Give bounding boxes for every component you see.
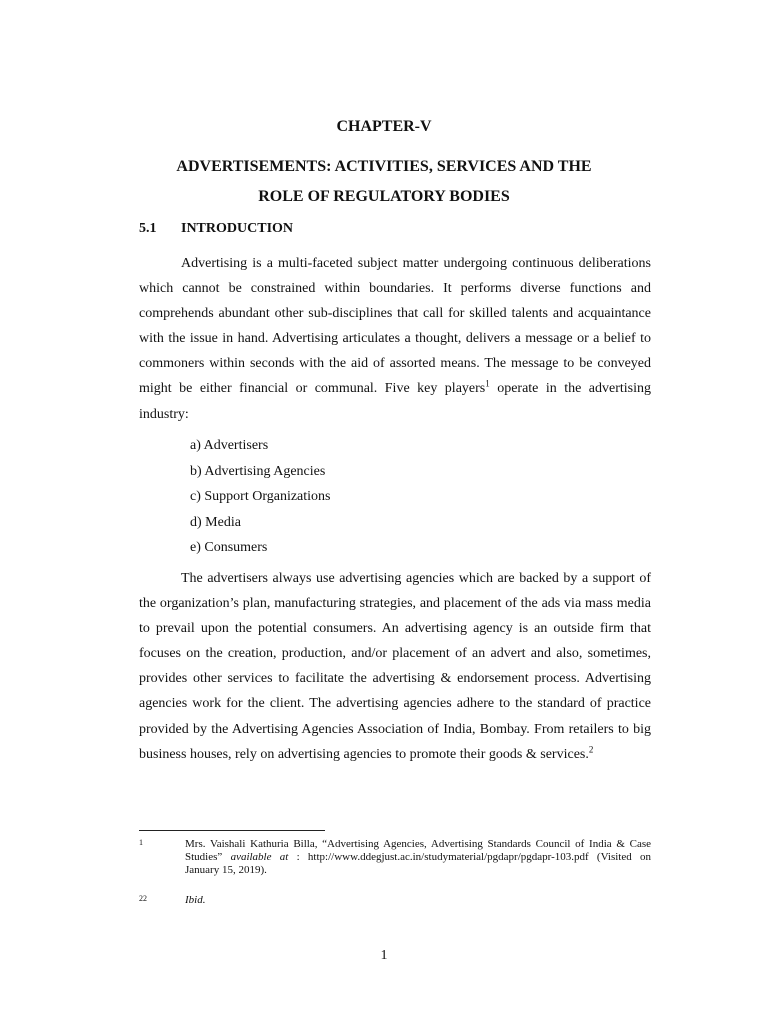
- intro-paragraph: [139, 251, 651, 427]
- footnote-1-mark: 1: [139, 838, 143, 847]
- key-players-list: [190, 433, 331, 561]
- footnote-ref-2[interactable]: 2: [588, 744, 594, 754]
- list-item: e) Consumers: [190, 540, 268, 555]
- footnote-2-mark: 22: [139, 894, 147, 903]
- section-heading: [139, 221, 293, 237]
- agencies-paragraph: [139, 566, 651, 767]
- list-item: d) Media: [190, 514, 241, 530]
- intro-paragraph-text: Advertising is a multi-faceted subject matter undergoing continuous deliberations which cannot be constrained within boundaries. It performs diverse functions and comprehends abundant other sub-disciplines that call for skilled talents and acquaintance with the issue in hand. Advertising articulates a thought, delivers a message or a belief to commoners within seconds with the aid of assorted means. The message to be conveyed might be either financial or communal. Five key players: [139, 256, 651, 397]
- section-number: 5.1: [139, 221, 157, 236]
- list-item: b) Advertising Agencies: [190, 463, 326, 479]
- footnote-2: [139, 894, 651, 907]
- section-title: INTRODUCTION: [181, 221, 294, 236]
- list-item: a) Advertisers: [190, 438, 269, 453]
- chapter-title-line-2: ROLE OF REGULATORY BODIES: [258, 188, 510, 205]
- chapter-title: [100, 152, 668, 212]
- chapter-title-line-1: ADVERTISEMENTS: ACTIVITIES, SERVICES AND THE: [176, 158, 592, 175]
- footnote-1-italic: available at: [230, 851, 289, 863]
- footnote-1: [139, 838, 651, 877]
- page-number: 1: [380, 948, 388, 963]
- footnote-2-text: Ibid.: [185, 894, 206, 906]
- chapter-heading: CHAPTER-V: [336, 118, 432, 135]
- list-item: c) Support Organizations: [190, 489, 331, 504]
- footnote-separator: [139, 830, 325, 831]
- footnote-ref-1[interactable]: 1: [485, 378, 490, 389]
- intro-paragraph-tail: operate in the advertising industry:: [139, 381, 651, 422]
- agencies-paragraph-text: The advertisers always use advertising agencies which are backed by a support of the organization’s plan, manufacturing strategies, and placement of the ads via mass media to prevail upon the potential consumers. An advertising agency is an outside firm that focuses on the creation, production, and/or placement of an advert and also, sometimes, provides other services to facilitate the advertising & endorsement process. Advertising agencies work for the client. The advertising agencies adhere to the standard of practice provided by the Advertising Agencies Association of India, Bombay. From retailers to big business houses, rely on advertising agencies to promote their goods & services.: [139, 571, 651, 762]
- footnote-1-text: Mrs. Vaishali Kathuria Billa, “Advertising Agencies, Advertising Standards Council of India & Case Studies”: [185, 838, 651, 863]
- footnote-1-link-text[interactable]: : http://www.ddegjust.ac.in/studymaterial/pgdapr/pgdapr-103.pdf (Visited on January 15, 2019).: [185, 851, 651, 876]
